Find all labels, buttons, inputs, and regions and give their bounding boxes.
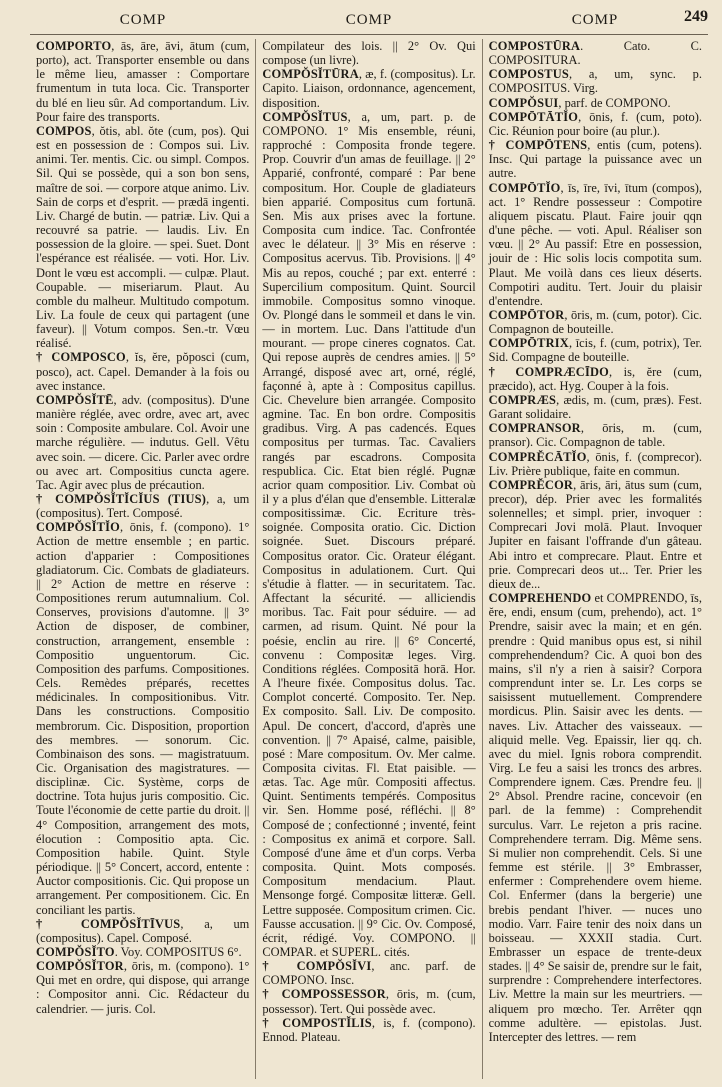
- entry: COMPŌTĬO, īs, īre, īvi, ītum (compos), act. 1° Rendre possesseur : Compotire aliquem piscatu. Plaut. Faire jouir qqn d'une pêche. — voti. Apul. Réaliser son vœu. || 2° Au passif: Etre en possession, jouir de : Hic solis locis compotita sum. Plaut. Me voilà dans ces lieux déserts. Compotiri auditu. Tert. Jouir du plaisir d'entendre.: [488, 180, 702, 308]
- entry: † COMPŌTENS, entis (cum, potens). Insc. Qui partage la puissance avec un autre.: [488, 138, 702, 181]
- entry: COMPŎSĬTOR, ōris, m. (compono). 1° Qui met en ordre, qui dispose, qui arrange : Compositor anni. Cic. Rédacteur du calendrier. — juris. Col.: [36, 959, 250, 1016]
- column-3: [482, 39, 708, 1079]
- header-right: COMP: [571, 11, 619, 28]
- entry: † COMPŎSĬTĪVUS, a, um (compositus). Capel. Composé.: [36, 916, 250, 945]
- entry: COMPOS, ŏtis, abl. ŏte (cum, pos). Qui est en possession de : Compos sui. Liv. animi. Ter. mentis. Cic. ou simpl. Compos. Sil. Qui se possède, qui a son bon sens, maître de soi. — corpore atque animo. Liv. Sain de corps et d'esprit. — prædā ingenti. Liv. Chargé de butin. — patriæ. Liv. Qui a recouvré sa patrie. — laudis. Liv. En possession de la gloire. — spei. Suet. Dont l'espérance est réalisée. — voti. Hor. Liv. Dont le vœu est accompli. — culpæ. Plaut. Coupable. — miseriarum. Plaut. Au comble du malheur. Multitudo compotum. Liv. La foule de ceux qui partagent (une faveur). || Votum compos. Sen.-tr. Vœu réalisé.: [36, 123, 250, 351]
- entry: COMPŎSĬTO. Voy. COMPOSITUS 6°.: [36, 945, 242, 959]
- entry: COMPORTO, ās, āre, āvi, ātum (cum, porto), act. Transporter ensemble ou dans le même lieu, amasser : Comportare frumentum in tuta loca. Cic. Transporter du blé en lieu sûr. Ad comportandum. Liv. Pour faire des transports.: [36, 39, 250, 124]
- entry: COMPOSTŪRA. Cato. C. COMPOSITURA.: [488, 39, 702, 68]
- entry: COMPŎSĬTĒ, adv. (compositus). D'une manière réglée, avec ordre, avec art, avec soin : Composite ambulare. Col. Avoir une marche régulière. — indutus. Gell. Vêtu avec soin. — dicere. Cic. Parler avec ordre ou avec art. Compositius cuncta agere. Tac. Agir avec plus de précaution.: [36, 392, 250, 492]
- header-center: COMP: [345, 11, 393, 28]
- entry: Compilateur des lois. || 2° Ov. Qui compose (un livre).: [262, 39, 476, 68]
- page-number: 249: [684, 8, 708, 25]
- entry: † COMPŎSĬVI, anc. parf. de COMPONO. Insc.: [262, 959, 476, 988]
- entry: COMPŎSUI, parf. de COMPONO.: [488, 95, 671, 110]
- running-header: [30, 6, 708, 35]
- entry: COMPRÆS, ædis, m. (cum, præs). Fest. Garant solidaire.: [488, 392, 702, 422]
- entry: COMPRANSOR, ōris, m. (cum, pransor). Cic. Compagnon de table.: [488, 421, 702, 450]
- entry: COMPŌTRIX, īcis, f. (cum, potrix), Ter. Sid. Compagne de bouteille.: [488, 336, 702, 365]
- entry: COMPŎSĬTUS, a, um, part. p. de COMPONO. 1° Mis ensemble, réuni, rapproché : Composita fronde tegere. Prop. Couvrir d'un amas de feuillage. || 2° Apparié, confronté, comparé : Par bene compositum. Hor. Couple de gladiateurs bien apparié. Compositus cum fortunā. Sen. Mis aux prises avec la fortune. Composita cum indice. Tac. Confrontée avec le délateur. || 3° Mis en réserve : Compositus acervus. Tib. Provisions. || 4° Mis au repos, couché ; par ext. enterré : Supercilium compositum. Quint. Sourcil immobile. Compositus somno vinoque. Ov. Plongé dans le sommeil et dans le vin. — in mortem. Luc. Dans l'attitude d'un mourant. — prope cineres cognatos. Cat. Qui repose auprès de cendres amies. || 5° Arrangé, disposé avec art, orné, réglé, façonné à, apte à : Compositus capillus. Cic. Chevelure bien arrangée. Composito agmine. Tac. En bon ordre. Compositis gradibus. Virg. A pas cadencés. Eques compositus per turmas. Tac. Cavaliers rangés par escadrons. Composita respublica. Cic. Etat bien réglé. Pugnæ acrior quam compositior. Liv. Combat où il y a plus d'élan que d'ensemble. Litteralæ compositissimæ. Cic. Ecriture très-soignée. Composita oratio. Cic. Diction soignée. Suet. Discours préparé. Compositus orator. Cic. Orateur élégant. Compositus in adulationem. Curt. Qui s'étudie à flatter. — in securitatem. Tac. Affectant la sécurité. — alliciendis moribus. Tac. Fait pour séduire. — ad carmen, ad risum. Quint. Né pour la poésie, enclin au rire. || 6° Concerté, convenu : Compositæ leges. Virg. Conditions réglées. Compositā horā. Hor. A l'heure fixée. Compositus dolus. Tac. Complot concerté. Composito. Ter. Nep. Ex composito. Sall. Liv. De composito. Apul. De concert, d'accord, d'après une convention. || 7° Apaisé, calme, paisible, posé : Mare compositum. Ov. Mer calme. Composita civitas. Fl. Etat paisible. — ætas. Tac. Age mûr. Compositi affectus. Quint. Sentiments tempérés. Compositus vir. Sen. Homme posé, réfléchi. || 8° Composé de ; confectionné ; inventé, feint : Compositus ex animā et corpore. Sall. Composé d'une âme et d'un corps. Verba composita. Quint. Mots composés. Compositum mendacium. Plaut. Mensonge forgé. Compositæ litteræ. Gell. Lettre supposée. Compositum crimen. Cic. Fausse accusation. || 9° Cic. Ov. Composé, écrit, rédigé. Voy. COMPONO. || COMPAR. et SUPERL. cités.: [262, 109, 476, 959]
- entry: COMPŎSĬTŪRA, æ, f. (compositus). Lr. Capito. Liaison, ordonnance, agencement, disposition.: [262, 67, 476, 110]
- entry: † COMPOSTĬLIS, is, f. (compono). Ennod. Plateau.: [262, 1015, 476, 1044]
- entry: COMPŎSĬTĬO, ōnis, f. (compono). 1° Action de mettre ensemble ; en partic. action d'apparier : Compositiones gladiatorum. Cic. Combats de gladiateurs. || 2° Action de mettre en réserve : Compositiones rerum autumnalium. Col. Conserves, provisions d'automne. || 3° Action de disposer, de combiner, construction, arrangement, ensemble : Compositio unguentorum. Cic. Composition des parfums. Compositiones. Cels. Remèdes préparés, recettes médicinales. In compositionibus. Vitr. Dans les constructions. Compositio membrorum. Cic. Disposition, proportion des membres. — sonorum. Cic. Combinaison des sons. — magistratuum. Cic. Organisation des magistratures. — disciplinæ. Cic. Système, corps de doctrine. Tota hujus juris compositio. Cic. Toute l'économie de cette partie du droit. || 4° Composition, arrangement des mots, élocution : Compositio apta. Cic. Composition habile. Quint. Style périodique. || 5° Concert, accord, entente : Auctor compositionis. Cic. Qui propose un arrangement. Per compositionem. Cic. En conciliant les partis.: [36, 520, 250, 917]
- entry: † COMPOSCO, ĭs, ĕre, pŏposci (cum, posco), act. Capel. Demander à la fois ou avec instance.: [36, 350, 250, 393]
- entry: COMPREHENDO et COMPRENDO, īs, ĕre, endi, ensum (cum, prehendo), act. 1° Prendre, saisir avec la main; et en gén. prendre : Quid manibus opus est, si nihil comprehendendum? Cic. A quoi bon des mains, s'il n'y a rien à saisir? Corpora comprendunt inter se. Lr. Les corps se saisissent mutuellement. Comprendere mordicus. Plin. Saisir avec les dents. — naves. Liv. Attacher des vaisseaux. — aliquid melle. Veg. Epaissir, lier qq. ch. avec du miel. Ignis robora comprendit. Virg. Le feu a saisi les troncs des arbres. Comprendere ignem. Cæs. Prendre feu. || 2° Absol. Prendre racine, concevoir (en parl. de la femme) : Comprehendit surculus. Varr. Le rejeton a pris racine. Comprehendere terram. Dig. Même sens. Si mulier non comprehendit. Cels. Si une femme est stérile. || 3° Embrasser, enfermer : Comprehendere ovem hieme. Col. Enfermer (dans la bergerie) une brebis pendant l'hiver. — nuces uno modio. Varr. Faire tenir des noix dans un boisseau. — XXXII stadia. Curt. Embrasser un espace de trente-deux stades. || 4° Se saisir de, prendre sur le fait, surprendre : Comprehendere interfectores. Liv. Mettre la main sur les meurtriers. — aliquem pro mœcho. Ter. Arrêter qqn comme adultère. — epistolas. Just. Intercepter des lettres. — rem: [488, 591, 702, 1044]
- entry: COMPOSTUS, a, um, sync. p. COMPOSITUS. Virg.: [488, 67, 702, 96]
- column-1: [30, 39, 255, 1079]
- entry: COMPRĔCĀTĬO, ōnis, f. (comprecor). Liv. Prière publique, faite en commun.: [488, 449, 702, 478]
- text-columns: [30, 39, 708, 1079]
- entry: † COMPOSSESSOR, ōris, m. (cum, possessor). Tert. Qui possède avec.: [262, 987, 476, 1016]
- entry: † COMPRÆCĪDO, is, ĕre (cum, præcido), act. Hyg. Couper à la fois.: [488, 364, 702, 393]
- entry: COMPŌTOR, ōris, m. (cum, potor). Cic. Compagnon de bouteille.: [488, 307, 702, 337]
- entry: † COMPŎSĬTĬCĬUS (TIUS), a, um (compositus). Tert. Composé.: [36, 492, 250, 521]
- header-left: COMP: [119, 11, 167, 28]
- column-2: [255, 39, 481, 1079]
- entry: COMPŌTĀTĬO, ōnis, f. (cum, poto). Cic. Réunion pour boire (au plur.).: [488, 109, 702, 138]
- entry: COMPRĔCOR, āris, āri, ātus sum (cum, precor), dép. Prier avec les formalités solennelles; et simpl. prier, invoquer : Comprecari Jovi molā. Plaut. Invoquer Jupiter en faisant l'offrande d'un gâteau. Abi intro et comprecare. Plaut. Entre et prie. Comprecari deos ut... Ter. Prier les dieux de...: [488, 477, 702, 591]
